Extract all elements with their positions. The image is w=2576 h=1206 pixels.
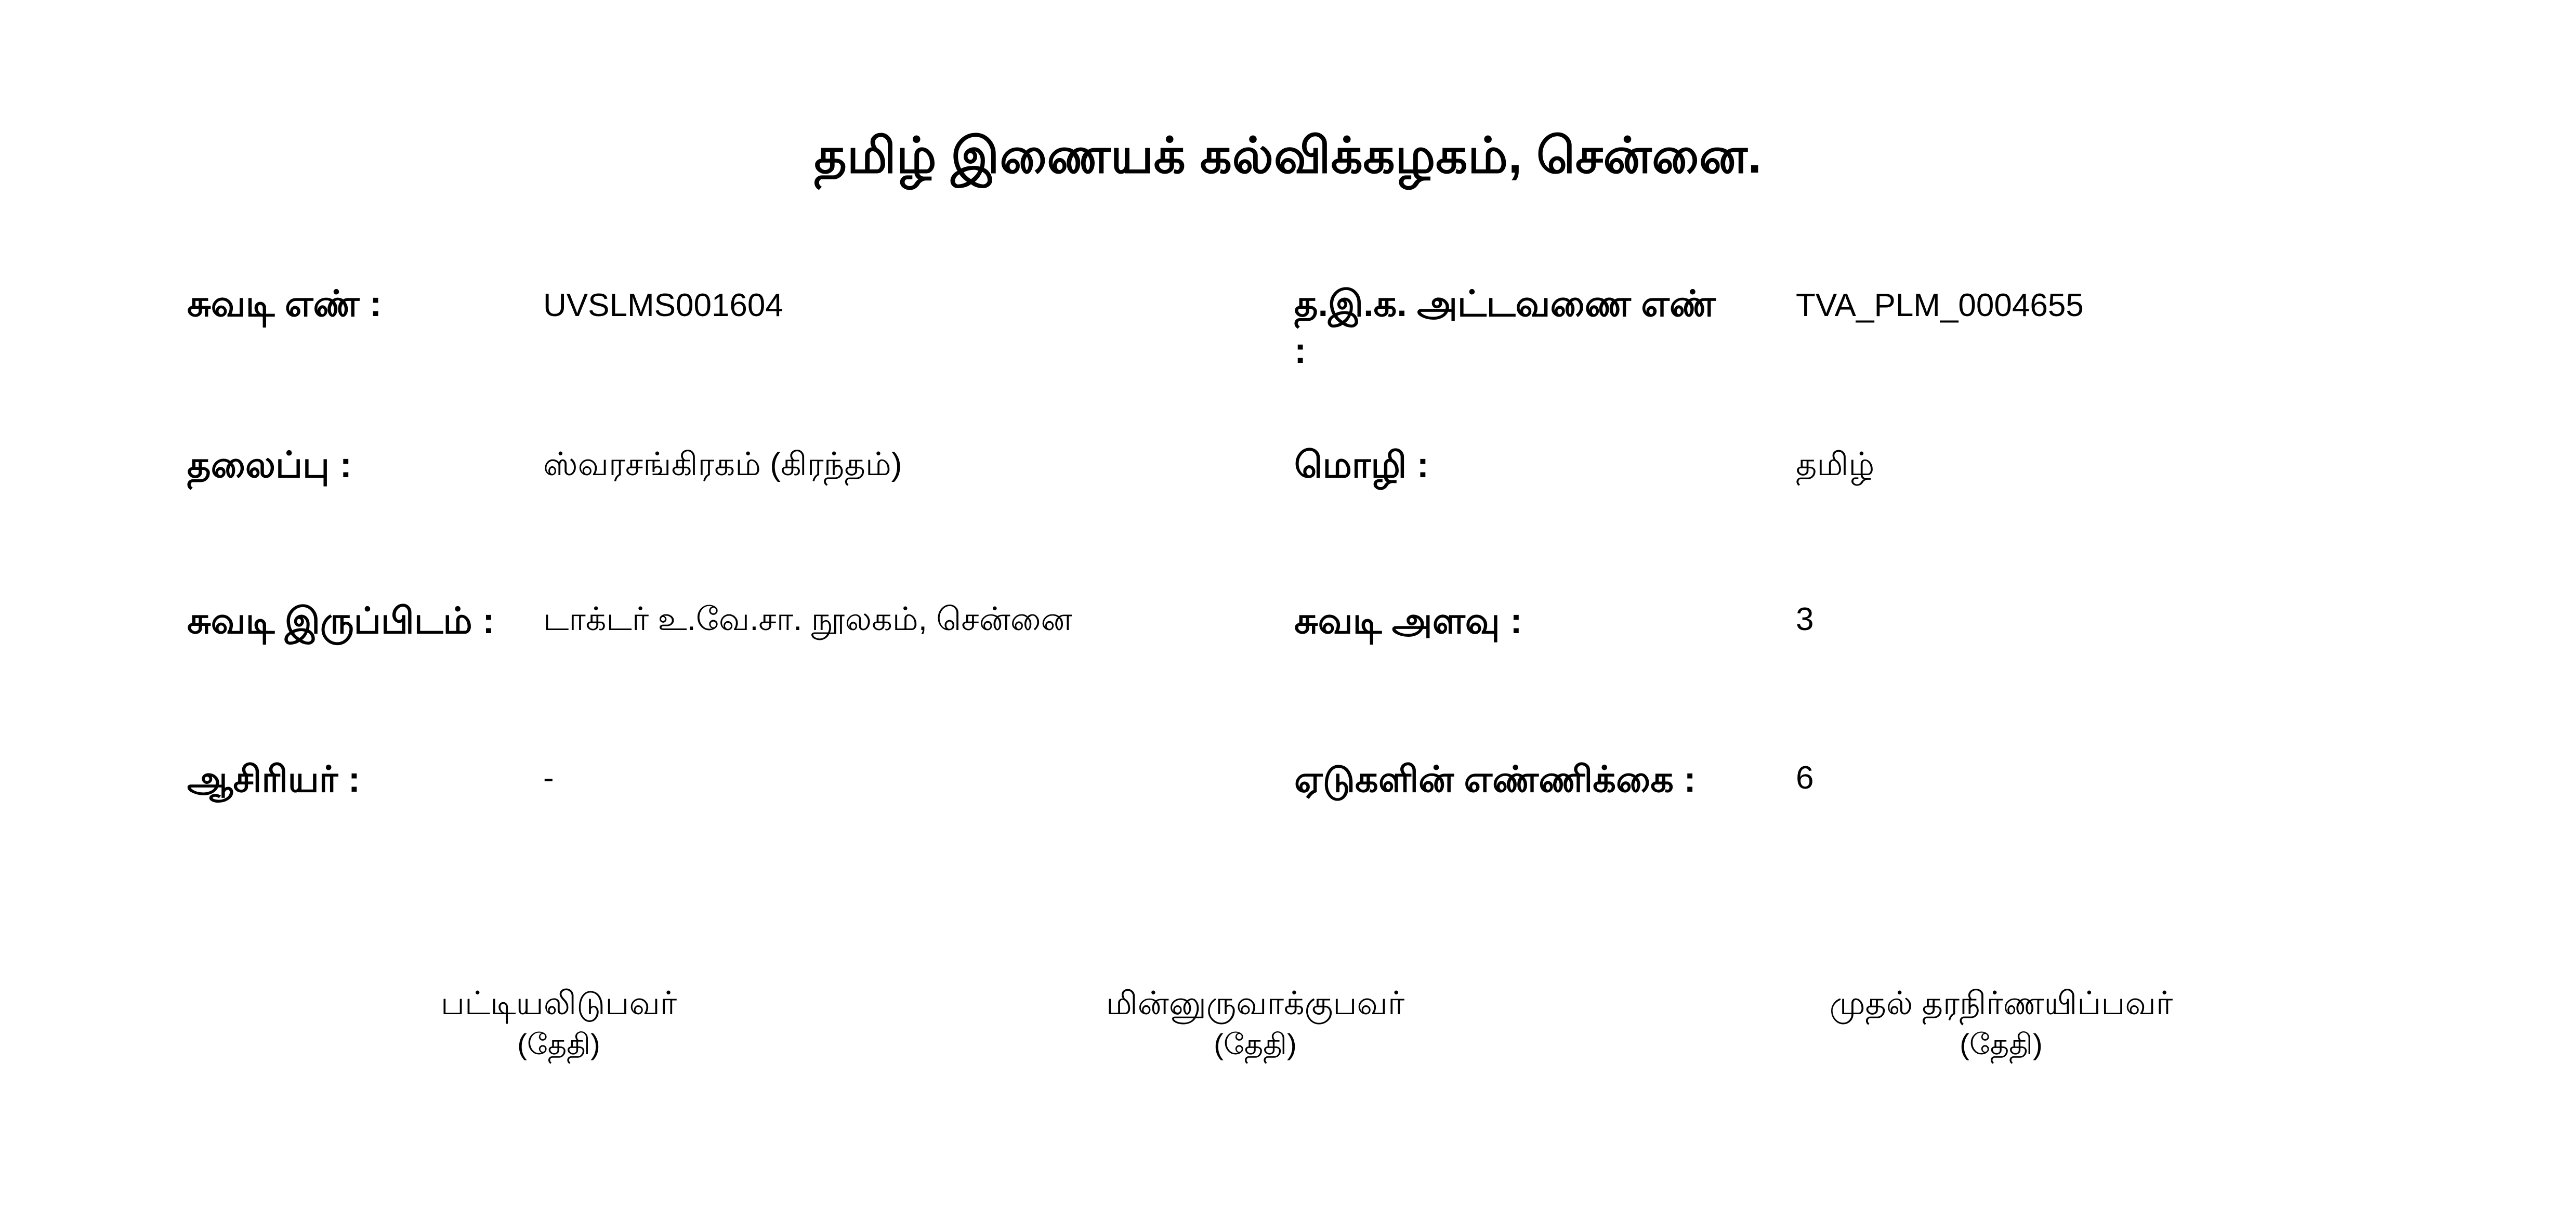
field-label-catalogue-number: த.இ.க. அட்டவணை எண் : <box>1294 283 1716 371</box>
field-value-location: டாக்டர் உ.வே.சா. நூலகம், சென்னை <box>543 601 1072 637</box>
signature-date-label: (தேதி) <box>1960 1027 2043 1060</box>
field-label-location: சுவடி இருப்பிடம் : <box>187 600 495 641</box>
field-value-author: - <box>543 760 554 796</box>
signature-digitiser <box>956 982 1554 1064</box>
field-value-manuscript-number: UVSLMS001604 <box>543 287 783 323</box>
field-value-size: 3 <box>1796 601 1814 637</box>
signature-role-label: மின்னுருவாக்குபவர் <box>1106 986 1405 1021</box>
field-label-manuscript-number: சுவடி எண் : <box>187 283 382 324</box>
field-label-size: சுவடி அளவு : <box>1294 600 1522 641</box>
field-label-title: தலைப்பு : <box>187 444 352 485</box>
signature-date-label: (தேதி) <box>1214 1027 1297 1060</box>
field-value-leaf-count: 6 <box>1796 760 1814 796</box>
signature-role-label: முதல் தரநிர்ணயிப்பவர் <box>1829 986 2173 1021</box>
field-value-catalogue-number: TVA_PLM_0004655 <box>1796 287 2084 323</box>
field-value-language: தமிழ் <box>1796 447 1875 482</box>
signature-first-quality-checker <box>1632 982 2370 1064</box>
signature-role-label: பட்டியலிடுபவர் <box>440 986 677 1021</box>
field-label-author: ஆசிரியர் : <box>187 759 361 799</box>
signature-cataloguer <box>260 982 858 1064</box>
field-label-language: மொழி : <box>1294 444 1429 485</box>
page-title: தமிழ் இணையக் கல்விக்கழகம், சென்னை. <box>814 128 1762 183</box>
field-value-title: ஸ்வரசங்கிரகம் (கிரந்தம்) <box>543 447 902 482</box>
signature-date-label: (தேதி) <box>517 1027 600 1060</box>
field-label-leaf-count: ஏடுகளின் எண்ணிக்கை : <box>1294 759 1696 799</box>
